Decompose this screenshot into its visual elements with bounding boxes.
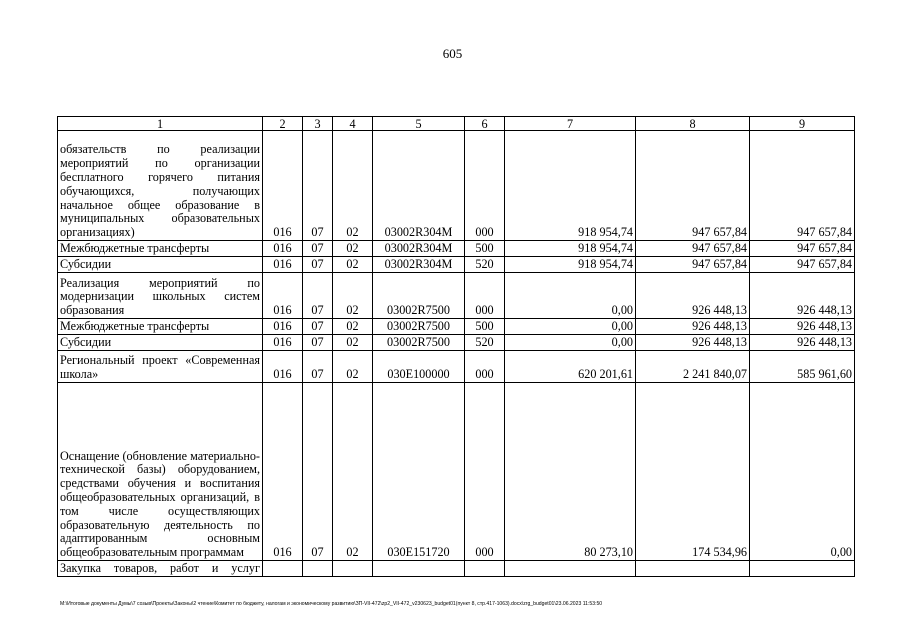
cell-col2: 016 — [263, 335, 303, 351]
row-description: Межбюджетные трансферты — [58, 319, 263, 335]
cell-col2: 016 — [263, 383, 303, 561]
column-header: 5 — [373, 117, 465, 131]
row-description: обязательств по реализации мероприятий по организации бесплатного горячего питания обучающихся, получающих начальное общее образование в муниципальных образовательных организациях) — [58, 131, 263, 241]
cell-col9: 926 448,13 — [750, 273, 855, 319]
cell-col2: 016 — [263, 319, 303, 335]
cell-col9: 947 657,84 — [750, 257, 855, 273]
cell-col8: 947 657,84 — [636, 131, 750, 241]
cell-col9: 585 961,60 — [750, 351, 855, 383]
cell-col4: 02 — [333, 131, 373, 241]
cell-col3: 07 — [303, 257, 333, 273]
cell-col4: 02 — [333, 241, 373, 257]
row-description: Межбюджетные трансферты — [58, 241, 263, 257]
table-row — [58, 383, 855, 561]
cell-col7 — [505, 561, 636, 577]
cell-col7: 0,00 — [505, 319, 636, 335]
column-header: 6 — [465, 117, 505, 131]
budget-table — [57, 116, 855, 577]
cell-col4: 02 — [333, 351, 373, 383]
table-row — [58, 335, 855, 351]
cell-col9: 947 657,84 — [750, 241, 855, 257]
cell-col3: 07 — [303, 351, 333, 383]
column-header: 7 — [505, 117, 636, 131]
column-header: 3 — [303, 117, 333, 131]
table-row — [58, 257, 855, 273]
cell-col6: 520 — [465, 257, 505, 273]
cell-col7: 620 201,61 — [505, 351, 636, 383]
footer-file-path: M:\Итоговые документы Думы\7 созыв\Проекты\Законы\2 чтение\Комитет по бюджету, налогам и экономическому развитию\ЗП-VII-472\zp2_VII-472_v230623_budget01(пункт 8, стр.417-1063).docx\zrg_budget01\23.06.2023 11:53:50 — [60, 601, 603, 607]
cell-col7: 80 273,10 — [505, 383, 636, 561]
cell-col5: 030Е100000 — [373, 351, 465, 383]
row-description: Реализация мероприятий по модернизации школьных систем образования — [58, 273, 263, 319]
cell-col9: 0,00 — [750, 383, 855, 561]
cell-col7: 918 954,74 — [505, 241, 636, 257]
cell-col7: 0,00 — [505, 335, 636, 351]
cell-col3: 07 — [303, 335, 333, 351]
cell-col4: 02 — [333, 319, 373, 335]
cell-col8 — [636, 561, 750, 577]
row-description: Региональный проект «Современная школа» — [58, 351, 263, 383]
cell-col4: 02 — [333, 257, 373, 273]
cell-col8: 926 448,13 — [636, 319, 750, 335]
table-row — [58, 351, 855, 383]
cell-col4: 02 — [333, 335, 373, 351]
cell-col5: 030Е151720 — [373, 383, 465, 561]
row-description: Субсидии — [58, 335, 263, 351]
row-description: Оснащение (обновление материально-технической базы) оборудованием, средствами обучения и воспитания общеобразовательных организаций, в том числе осуществляющих образовательную деятельность по адаптированным основным общеобразовательным программам — [58, 383, 263, 561]
row-description: Закупка товаров, работ и услуг — [58, 561, 263, 577]
cell-col3: 07 — [303, 131, 333, 241]
cell-col5: 03002R304M — [373, 241, 465, 257]
cell-col6: 000 — [465, 131, 505, 241]
table-header-row — [58, 117, 855, 131]
cell-col3: 07 — [303, 319, 333, 335]
cell-col8: 926 448,13 — [636, 273, 750, 319]
cell-col9: 926 448,13 — [750, 335, 855, 351]
cell-col8: 947 657,84 — [636, 241, 750, 257]
cell-col5: 03002R304M — [373, 131, 465, 241]
table-row — [58, 319, 855, 335]
table-row — [58, 241, 855, 257]
cell-col9: 947 657,84 — [750, 131, 855, 241]
column-header: 4 — [333, 117, 373, 131]
column-header: 2 — [263, 117, 303, 131]
cell-col3: 07 — [303, 273, 333, 319]
cell-col2: 016 — [263, 273, 303, 319]
cell-col7: 918 954,74 — [505, 131, 636, 241]
cell-col5: 03002R7500 — [373, 273, 465, 319]
cell-col6: 000 — [465, 273, 505, 319]
page-number: 605 — [442, 46, 463, 61]
cell-col7: 0,00 — [505, 273, 636, 319]
cell-col2: 016 — [263, 131, 303, 241]
cell-col6: 520 — [465, 335, 505, 351]
column-header: 1 — [58, 117, 263, 131]
cell-col3: 07 — [303, 383, 333, 561]
cell-col8: 947 657,84 — [636, 257, 750, 273]
cell-col5: 03002R304M — [373, 257, 465, 273]
cell-col9 — [750, 561, 855, 577]
cell-col2: 016 — [263, 351, 303, 383]
column-header: 9 — [750, 117, 855, 131]
column-header: 8 — [636, 117, 750, 131]
cell-col3: 07 — [303, 241, 333, 257]
cell-col4: 02 — [333, 273, 373, 319]
cell-col4: 02 — [333, 383, 373, 561]
cell-col5: 03002R7500 — [373, 319, 465, 335]
cell-col5: 03002R7500 — [373, 335, 465, 351]
row-description: Субсидии — [58, 257, 263, 273]
cell-col9: 926 448,13 — [750, 319, 855, 335]
cell-col7: 918 954,74 — [505, 257, 636, 273]
cell-col6 — [465, 561, 505, 577]
cell-col8: 174 534,96 — [636, 383, 750, 561]
cell-col6: 000 — [465, 383, 505, 561]
cell-col6: 500 — [465, 319, 505, 335]
cell-col2: 016 — [263, 257, 303, 273]
cell-col8: 926 448,13 — [636, 335, 750, 351]
cell-col2: 016 — [263, 241, 303, 257]
table-row — [58, 561, 855, 577]
cell-col2 — [263, 561, 303, 577]
cell-col6: 000 — [465, 351, 505, 383]
cell-col5 — [373, 561, 465, 577]
cell-col4 — [333, 561, 373, 577]
cell-col8: 2 241 840,07 — [636, 351, 750, 383]
cell-col6: 500 — [465, 241, 505, 257]
cell-col3 — [303, 561, 333, 577]
table-row — [58, 131, 855, 241]
table-row — [58, 273, 855, 319]
